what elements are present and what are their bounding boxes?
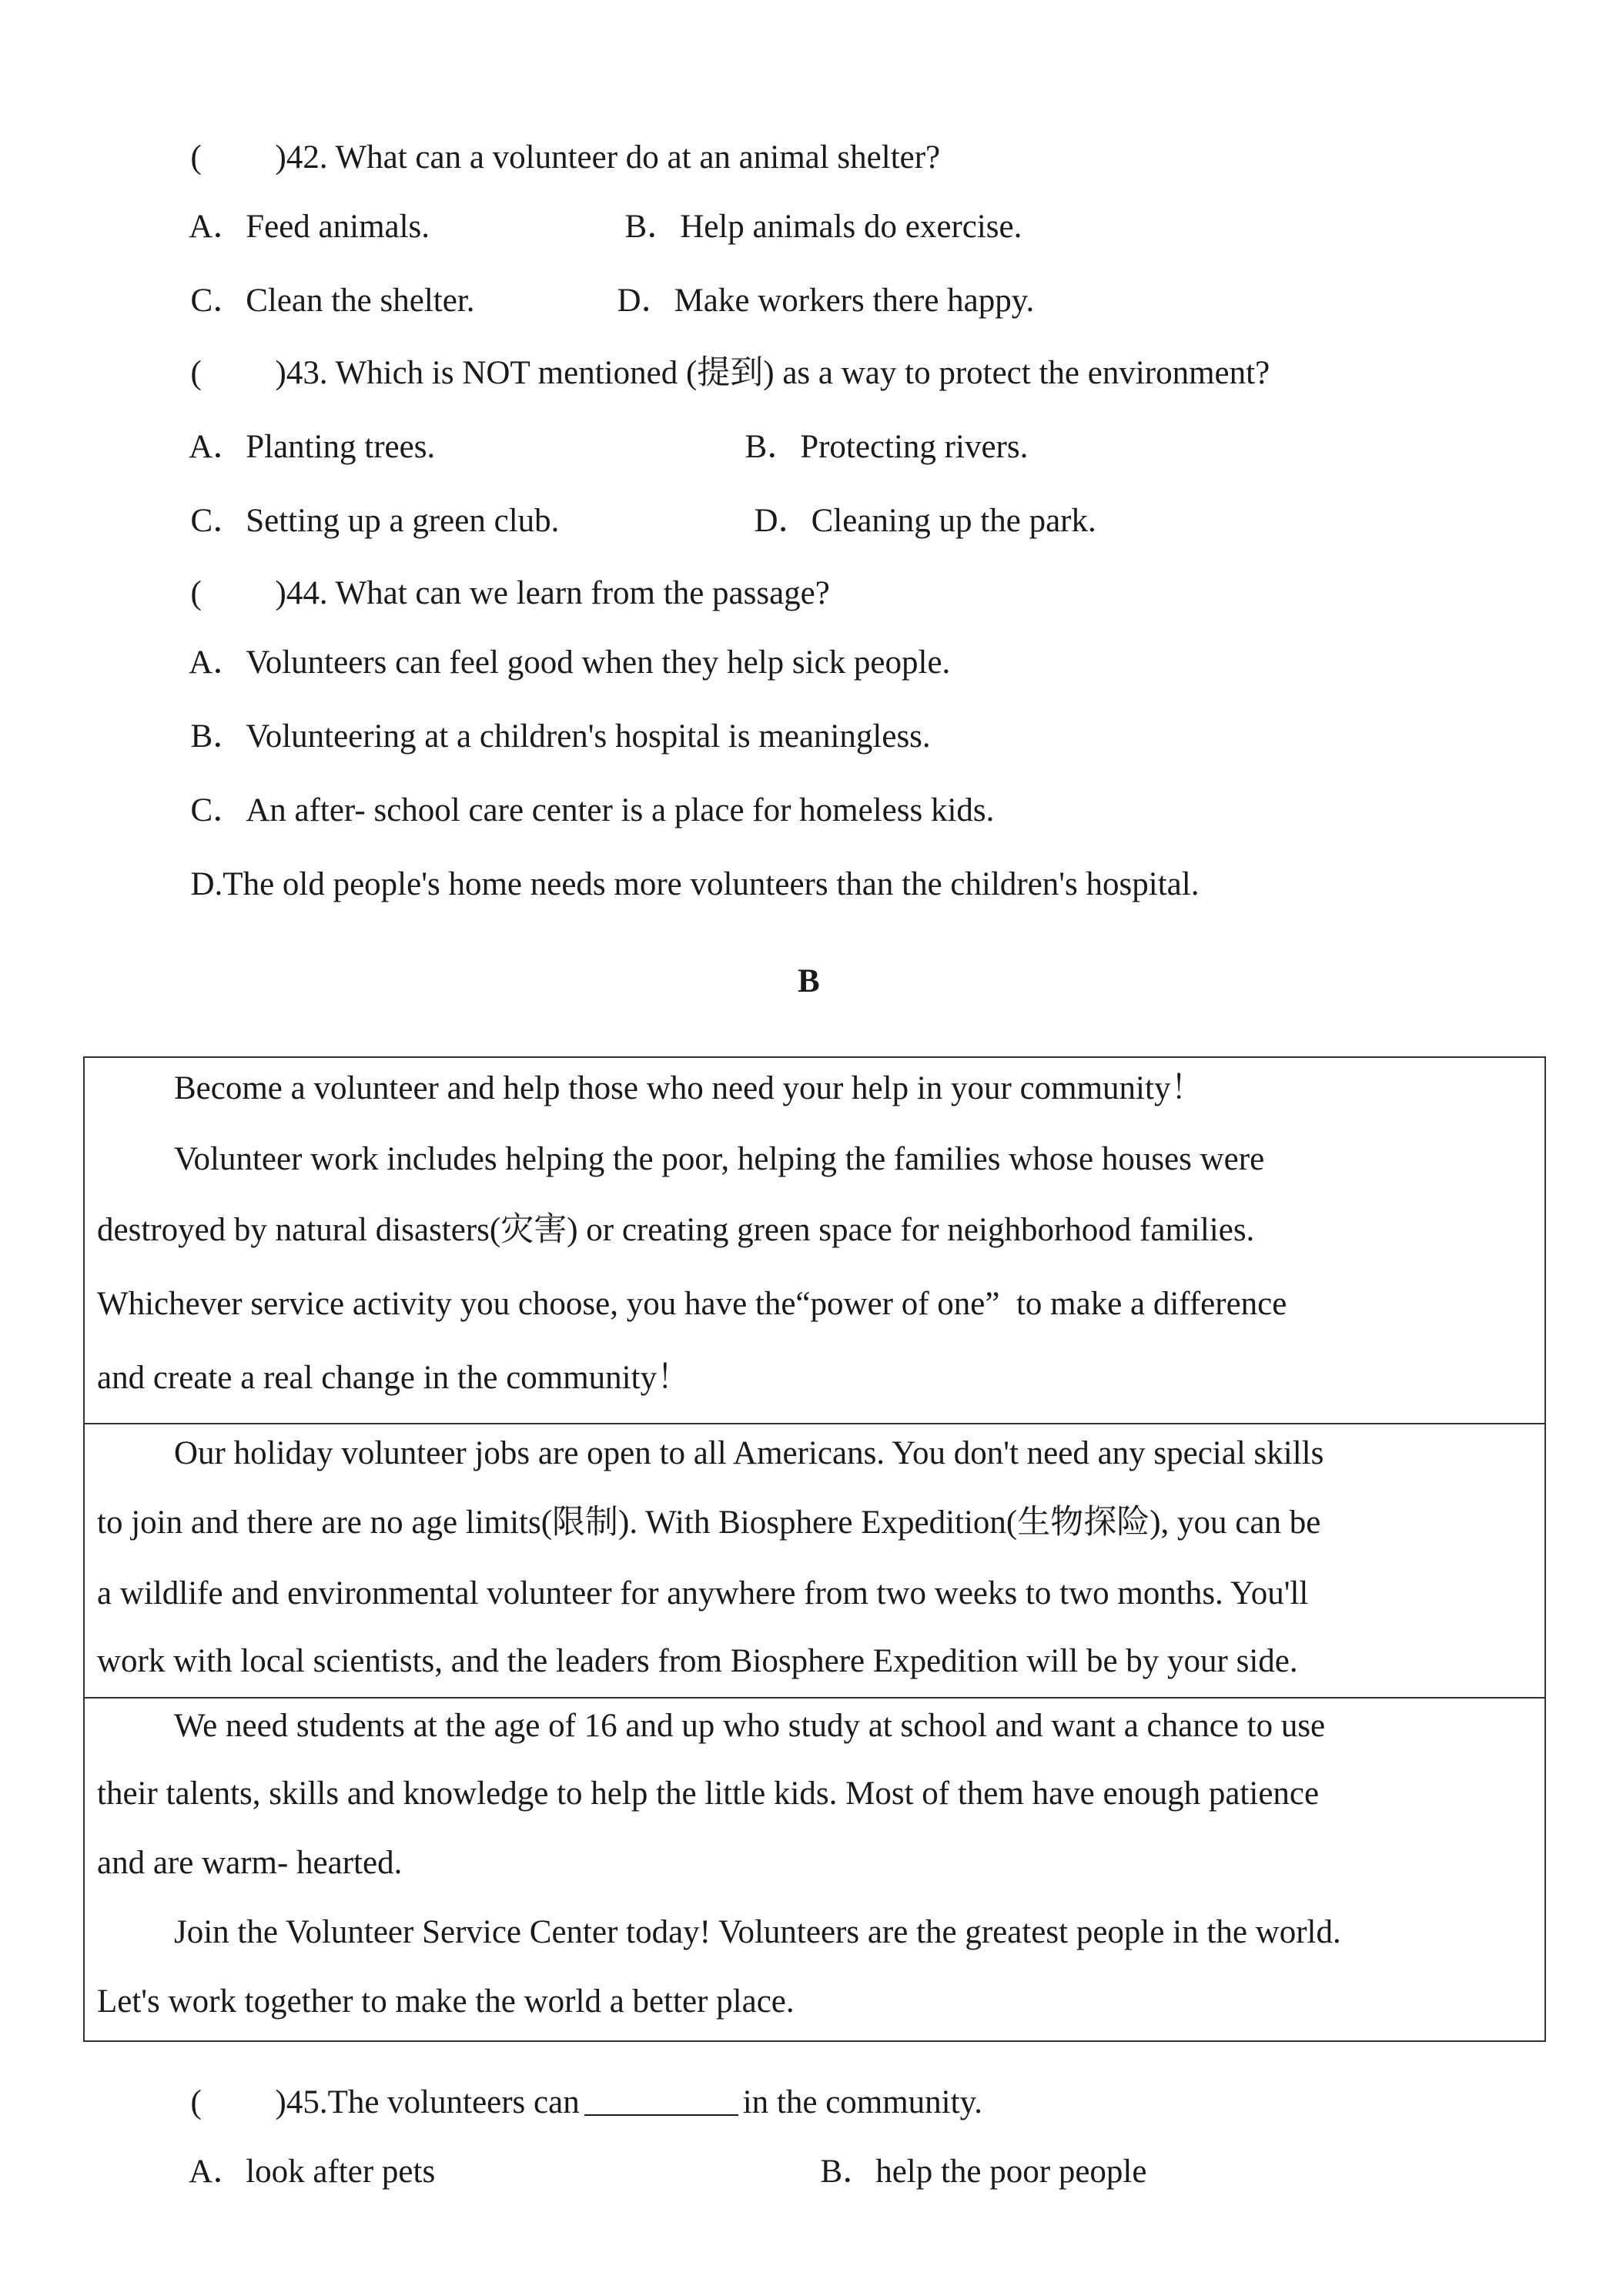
q45-option-a: A．look after pets xyxy=(189,2154,436,2190)
passage-line: to join and there are no age limits(限制). With Biosphere Expedition(生物探险), you can be xyxy=(97,1504,1321,1541)
passage-line: Let's work together to make the world a better place. xyxy=(97,1983,795,2020)
question-43-stem: ( )43. Which is NOT mentioned (提到) as a way to protect the environment? xyxy=(190,355,1270,391)
q44-option-d: D.The old people's home needs more volunteers than the children's hospital. xyxy=(190,866,1200,902)
passage-line: destroyed by natural disasters(灾害) or creating green space for neighborhood families. xyxy=(97,1212,1255,1248)
passage-line: Become a volunteer and help those who need your help in your community！ xyxy=(174,1070,1204,1106)
passage-line: and are warm- hearted. xyxy=(97,1845,403,1881)
section-title: B xyxy=(798,963,820,999)
q43-option-b: B．Protecting rivers. xyxy=(745,429,1029,465)
question-44-stem: ( )44. What can we learn from the passage? xyxy=(190,575,830,611)
passage-line: their talents, skills and knowledge to help the little kids. Most of them have enough patience xyxy=(97,1776,1320,1812)
answer-blank xyxy=(584,2087,738,2116)
q44-option-c: C．An after- school care center is a place for homeless kids. xyxy=(190,792,995,828)
q44-option-b: B．Volunteering at a children's hospital is meaningless. xyxy=(190,718,931,755)
passage-line: a wildlife and environmental volunteer for anywhere from two weeks to two months. You'll xyxy=(97,1575,1309,1612)
question-42-stem: ( )42. What can a volunteer do at an animal shelter? xyxy=(190,139,941,176)
q43-option-a: A．Planting trees. xyxy=(189,429,436,465)
q42-option-d: D．Make workers there happy. xyxy=(617,283,1035,319)
answer-paren: ( xyxy=(190,139,202,176)
q42-option-b: B．Help animals do exercise. xyxy=(624,209,1022,245)
question-45-stem: ( )45.The volunteers can in the community. xyxy=(190,2084,983,2120)
q43-option-d: D．Cleaning up the park. xyxy=(754,503,1096,539)
q42-option-a: A．Feed animals. xyxy=(189,209,430,245)
passage-line: work with local scientists, and the leaders from Biosphere Expedition will be by your side. xyxy=(97,1643,1298,1679)
passage-line: and create a real change in the community！ xyxy=(97,1360,691,1396)
q44-option-a: A．Volunteers can feel good when they help sick people. xyxy=(189,644,951,681)
passage-line: Join the Volunteer Service Center today! Volunteers are the greatest people in the world. xyxy=(174,1914,1341,1950)
passage-line: Whichever service activity you choose, you have the“power of one” to make a difference xyxy=(97,1286,1287,1322)
passage-line: Volunteer work includes helping the poor, helping the families whose houses were xyxy=(174,1141,1265,1177)
q43-option-c: C．Setting up a green club. xyxy=(190,503,560,539)
answer-paren: ( xyxy=(190,575,202,611)
q42-option-c: C．Clean the shelter. xyxy=(190,283,475,319)
passage-line: Our holiday volunteer jobs are open to all Americans. You don't need any special skills xyxy=(174,1435,1324,1471)
answer-paren: ( xyxy=(190,2084,202,2120)
passage-line: We need students at the age of 16 and up who study at school and want a chance to use xyxy=(174,1708,1326,1744)
q45-option-b: B．help the poor people xyxy=(820,2154,1147,2190)
answer-paren: ( xyxy=(190,355,202,391)
